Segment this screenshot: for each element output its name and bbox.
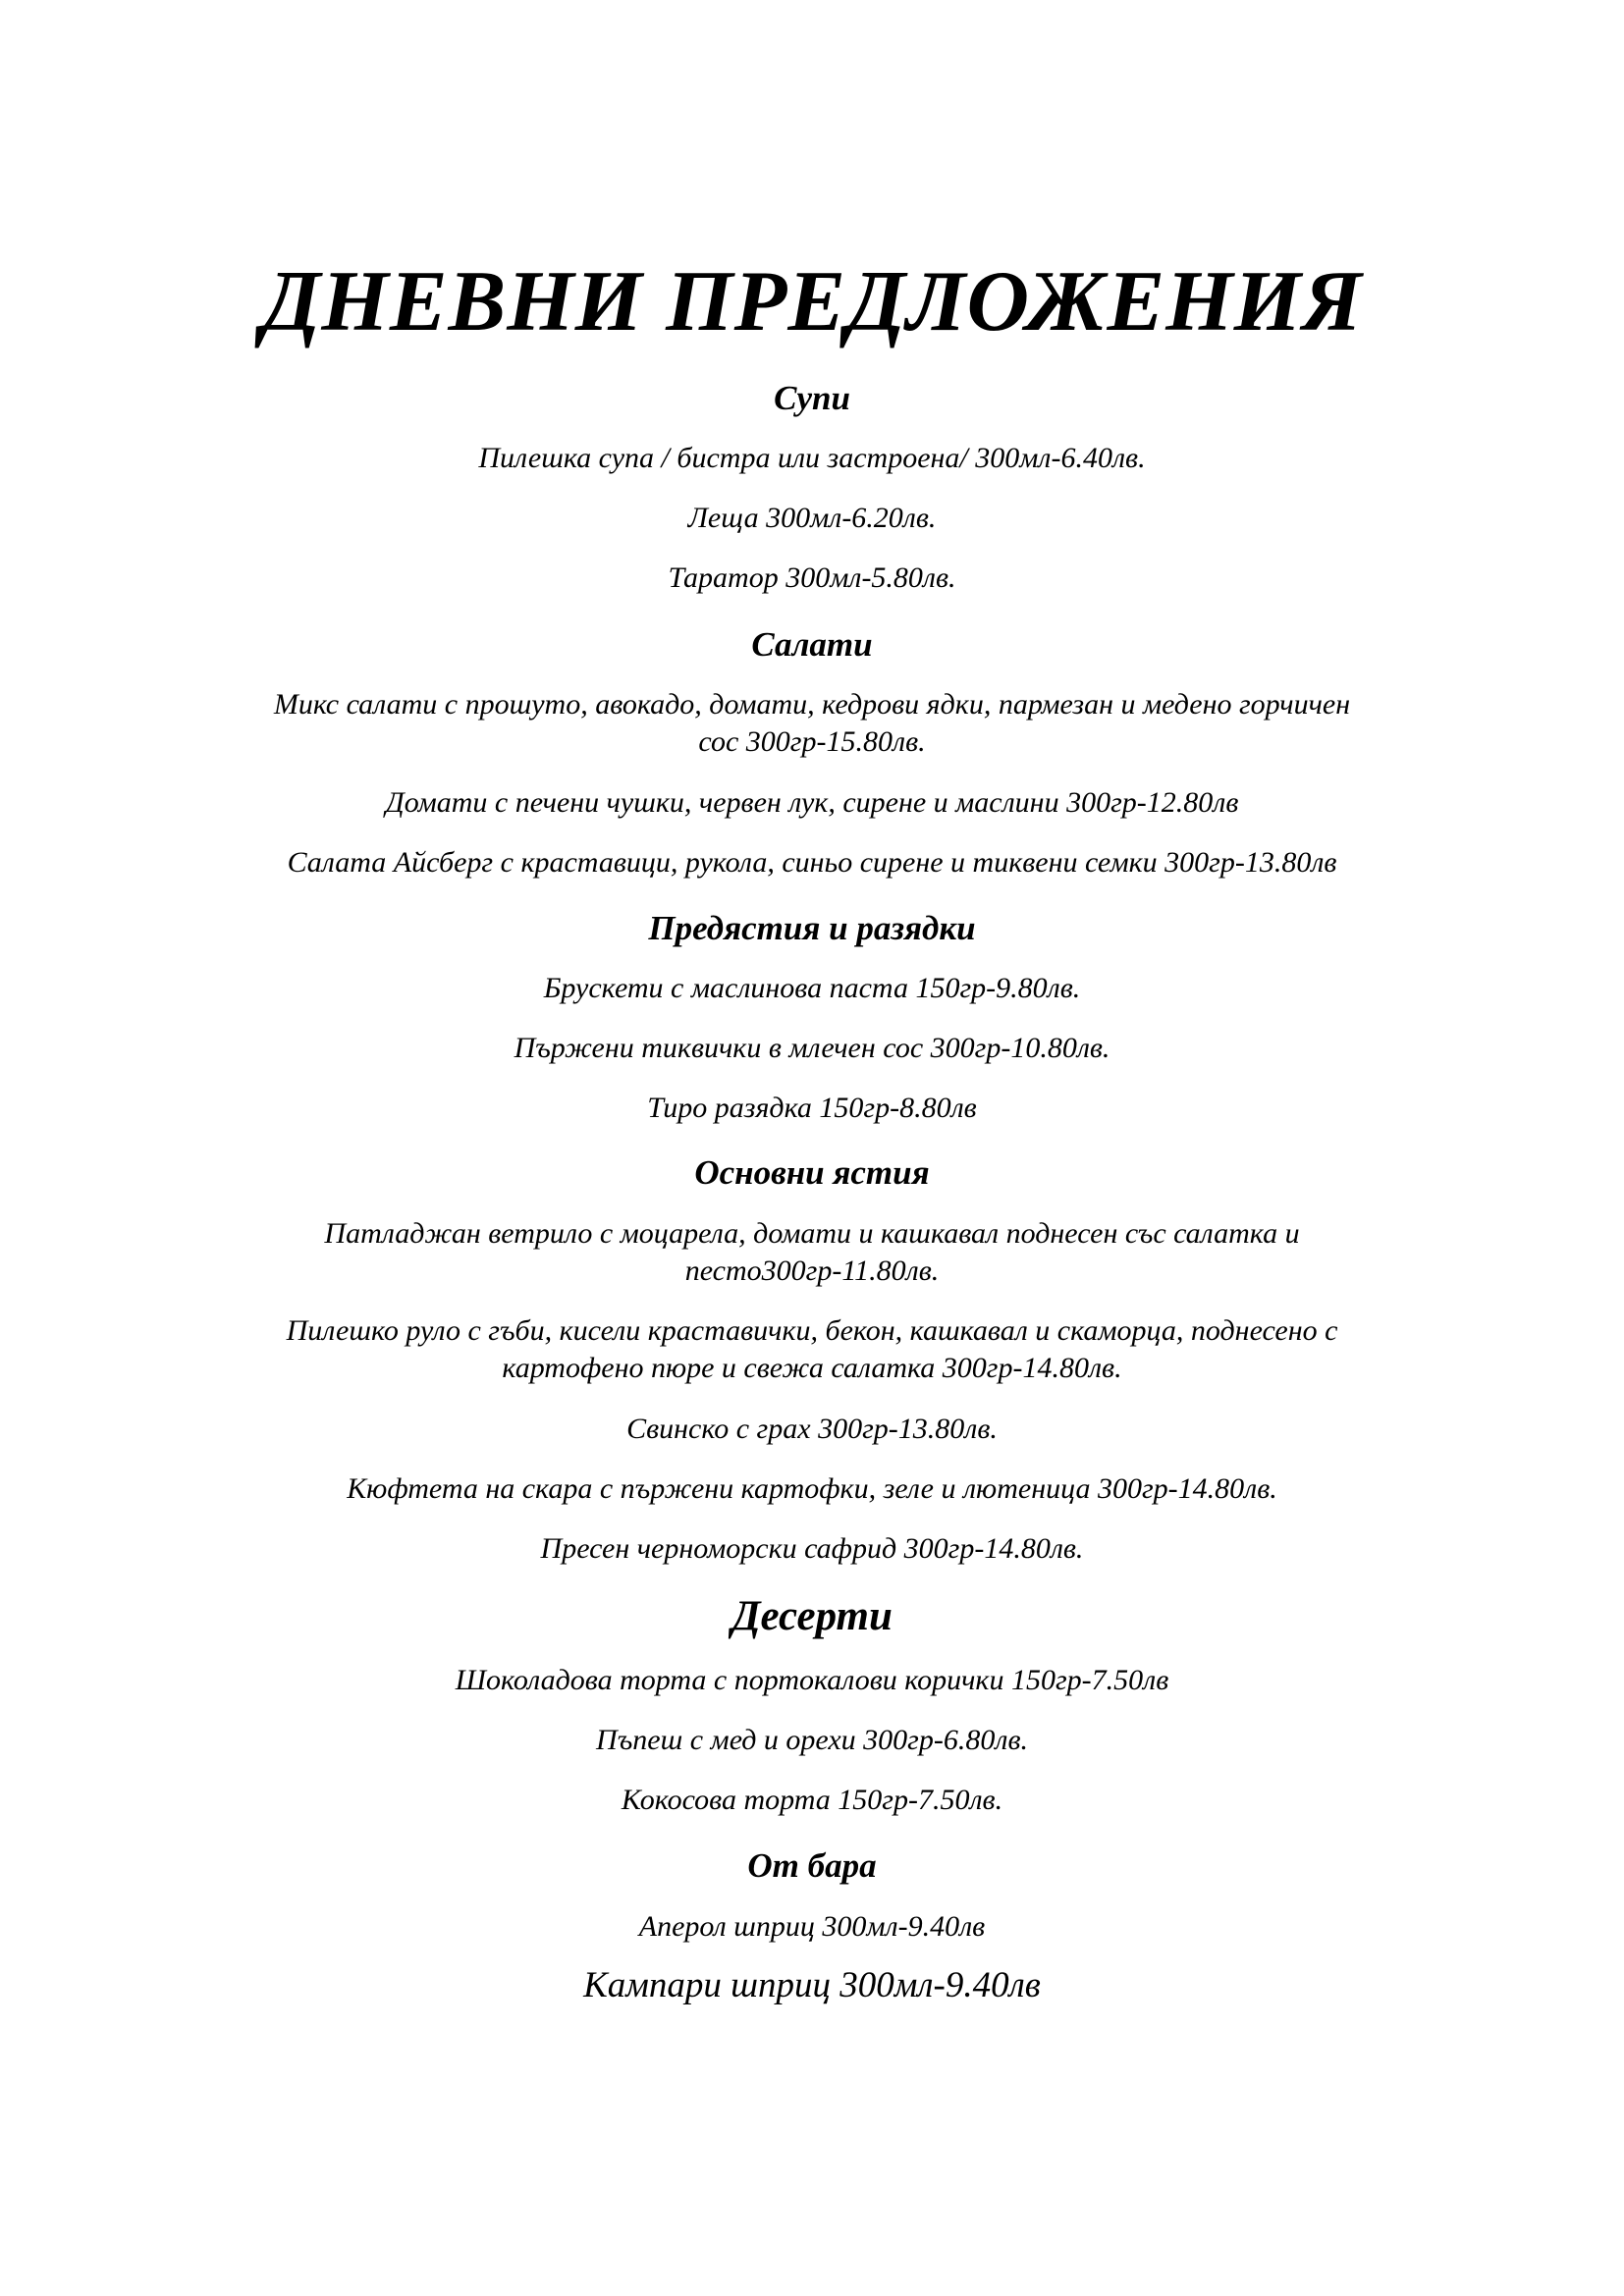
section-heading-main-dishes: Основни ястия <box>694 1153 930 1192</box>
page-title: ДНЕВНИ ПРЕДЛОЖЕНИЯ <box>261 254 1363 349</box>
menu-item: Пресен черноморски сафрид 300гр-14.80лв. <box>540 1532 1084 1565</box>
menu-item: Пилешка супа / бистра или застроена/ 300мл-6.40лв. <box>478 442 1146 474</box>
menu-item: Пъпеш с мед и орехи 300гр-6.80лв. <box>596 1724 1028 1756</box>
menu-item: Пилешко руло с гъби, кисели краставички, бекон, кашкавал и скаморца, поднесено с <box>286 1314 1338 1347</box>
section-heading-bar: От бара <box>747 1846 877 1885</box>
menu-item: Кюфтета на скара с пържени картофки, зеле и лютеница 300гр-14.80лв. <box>347 1472 1277 1505</box>
menu-item: Брускети с маслинова паста 150гр-9.80лв. <box>543 972 1081 1004</box>
menu-item: Аперол шприц 300мл-9.40лв <box>638 1910 986 1943</box>
menu-item: Салата Айсберг с краставици, рукола, синьо сирене и тиквени семки 300гр-13.80лв <box>287 846 1337 879</box>
menu-item: Леща 300мл-6.20лв. <box>687 502 937 534</box>
menu-item: Микс салати с прошуто, авокадо, домати, кедрови ядки, пармезан и медено горчичен <box>273 688 1351 721</box>
section-heading-appetizers: Предястия и разядки <box>648 909 976 947</box>
menu-item: Шоколадова торта с портокалови корички 150гр-7.50лв <box>455 1664 1169 1696</box>
menu-item: Кампари шприц 300мл-9.40лв <box>583 1965 1041 2005</box>
menu-item-continued: сос 300гр-15.80лв. <box>698 725 926 758</box>
menu-item: Тиро разядка 150гр-8.80лв <box>647 1092 977 1124</box>
menu-item: Таратор 300мл-5.80лв. <box>668 561 956 594</box>
menu-item-continued: песто300гр-11.80лв. <box>684 1255 940 1287</box>
menu-item: Пържени тиквички в млечен сос 300гр-10.80лв. <box>514 1032 1110 1064</box>
menu-item: Кокосова торта 150гр-7.50лв. <box>621 1784 1003 1816</box>
menu-item-continued: картофено пюре и свежа салатка 300гр-14.80лв. <box>502 1352 1122 1384</box>
menu-item: Патладжан ветрило с моцарела, домати и кашкавал поднесен със салатка и <box>324 1217 1300 1250</box>
section-heading-soups: Супи <box>774 379 850 417</box>
section-heading-salads: Салати <box>751 625 873 664</box>
section-heading-desserts: Десерти <box>731 1593 893 1639</box>
menu-item: Свинско с грах 300гр-13.80лв. <box>626 1413 998 1445</box>
menu-item: Домати с печени чушки, червен лук, сирене и маслини 300гр-12.80лв <box>385 786 1239 819</box>
